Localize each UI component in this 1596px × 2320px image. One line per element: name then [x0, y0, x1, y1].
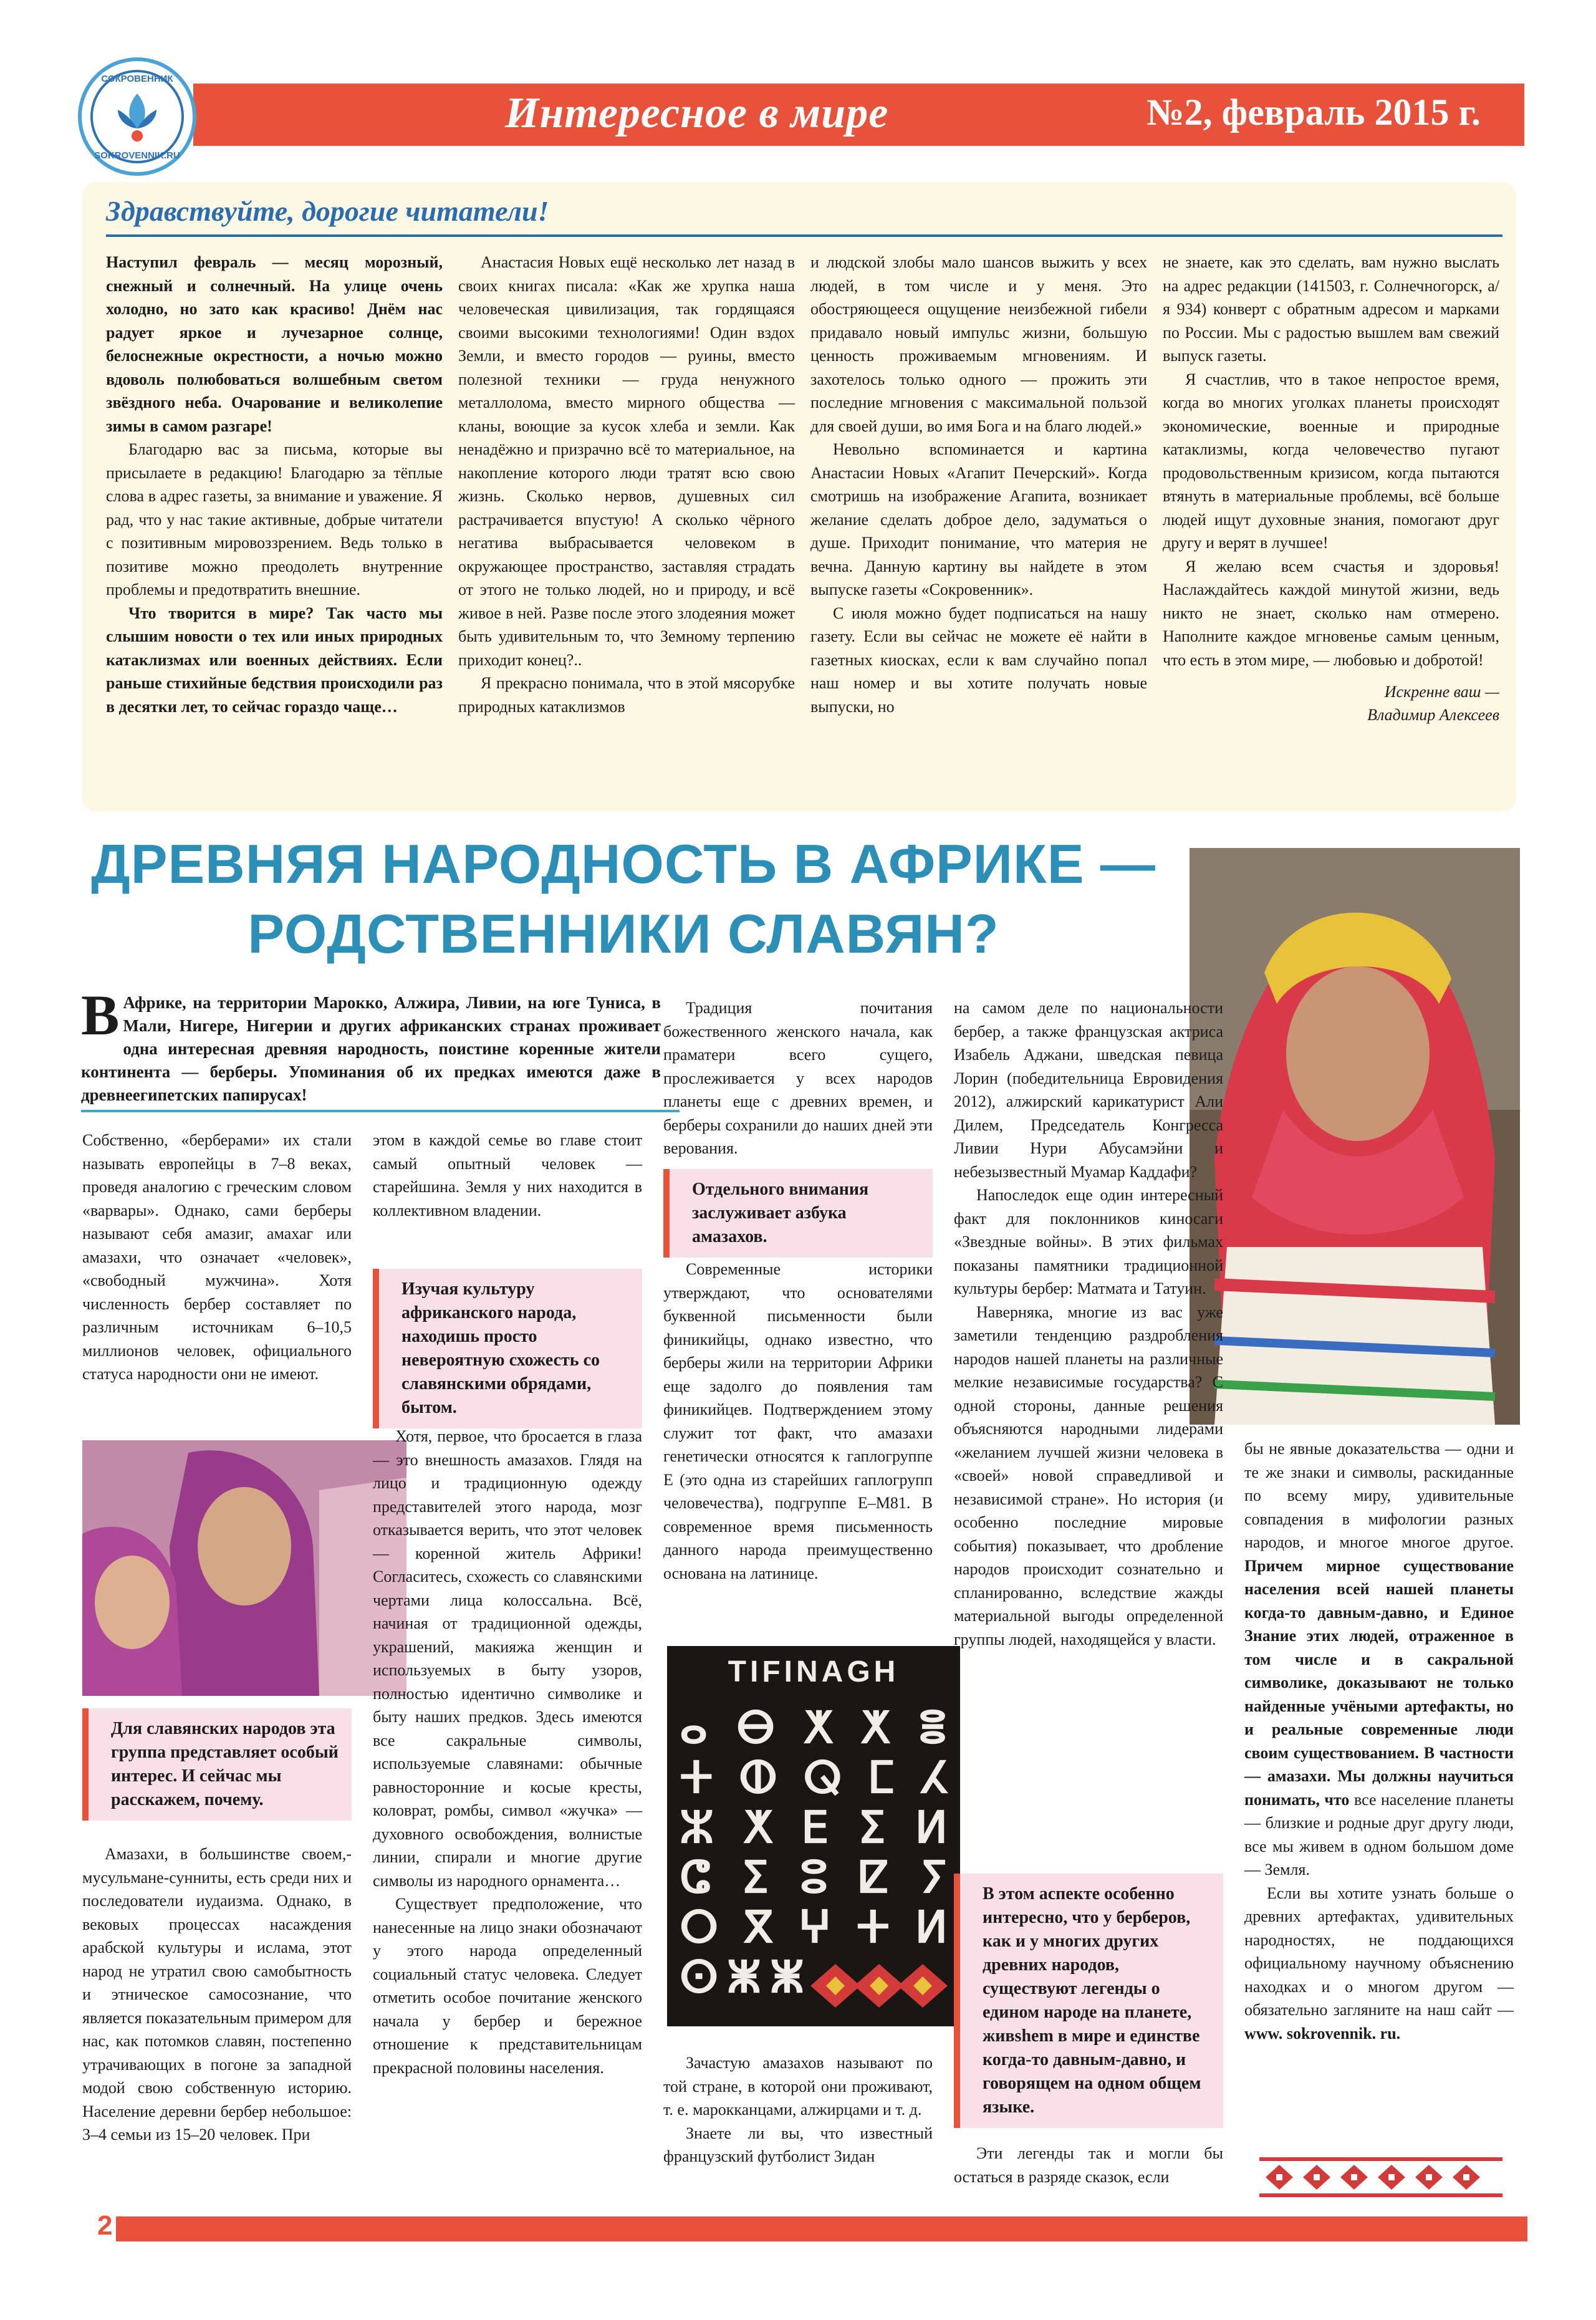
greeting-paragraph: Я прекрасно понимала, что в этой мясорубке природных катаклизмов: [458, 674, 795, 716]
greeting-paragraph: Что творится в мире? Так часто мы слышим новости о тех или иных природных катаклизмах или военных действиях. Если раньше стихийные бедствия происходили раз в десятки лет, то сейчас гораздо чаще…: [106, 604, 443, 716]
article-paragraph: Существует предположение, что нанесенные на лицо знаки обозначают у этого народа определенный социальный статус человека. Следует отметить особое почитание женского начала у бербер и бережное отношение к представительницам прекрасной половины населения.: [373, 1895, 642, 2077]
section-title: Интересное в мире: [505, 89, 889, 137]
article-column-d-bottom: [954, 2142, 1223, 2188]
article-column-c-body: [663, 1258, 933, 1585]
greeting-title: Здравствуйте, дорогие читатели!: [106, 195, 549, 227]
article-paragraph: на самом деле по национальности бербер, а также французская актриса Изабель Аджани, шведская певица Лорин (победительница Евровидения 2012), алжирский карикатурист Али Дилем, Председатель Конгресса Ливии Нури Абусамэйни и небезызвестный Муамар Каддафи?: [954, 999, 1223, 1181]
page-number-text: 2: [94, 2210, 116, 2241]
tifinagh-row: ⵣ ⵅ ⴹ ⵉ ⵍ: [680, 1803, 948, 1852]
headline-line-2: РОДСТВЕННИКИ СЛАВЯН?: [248, 903, 999, 965]
tifinagh-row: ⵙ ⵥ ⵥ: [680, 1953, 804, 2001]
headline-line-1: ДРЕВНЯЯ НАРОДНОСТЬ В АФРИКЕ —: [91, 833, 1156, 895]
greeting-paragraph: Наступил февраль — месяц морозный, снежный и солнечный. На улице очень холодно, но зато как красиво! Днём нас радует яркое и лучезарное солнце, белоснежные окрестности, а ночью можно вдоволь полюбоваться волшебным светом звёздного неба. Очарование и великолепие зимы в самом разгаре!: [106, 253, 443, 435]
article-paragraph: Напоследок еще один интересный факт для поклонников киносаги «Звездные войны». В этих фильмах показаны памятники традиционной культуры бербер: Матмата и Татуин.: [954, 1186, 1223, 1297]
article-paragraph: Знаете ли вы, что известный французский футболист Зидан: [663, 2124, 933, 2165]
greeting-signature: Владимир Алексеев: [1367, 706, 1499, 724]
website-link[interactable]: www. sokrovennik. ru.: [1244, 2024, 1401, 2043]
greeting-divider: [106, 234, 1502, 237]
rug-ornament-icon: [810, 1958, 948, 2014]
pull-quote: Отдельного внимания заслуживает азбука амазахов.: [663, 1169, 933, 1258]
greeting-paragraph: Я желаю всем счастья и здоровья! Наслаждайтесь каждой минутой жизни, ведь никто не знает, сколько нам отмерено. Наполните каждое мгновенье самым ценным, что есть в этом мире, — любовью и добротой!: [1163, 557, 1499, 669]
drop-cap: В: [81, 983, 120, 1047]
greeting-paragraph: Благодарю вас за письма, которые вы присылаете в редакцию! Благодарю за тёплые слова в адрес газеты, за внимание и уважение. Я рад, что у нас такие активные, добрые читатели с позитивным мировоззрением. Ведь только в позитиве можно преодолеть внутренние проблемы и предотвратить внешние.: [106, 440, 443, 599]
article-text: Если вы хотите узнать больше о древних артефактах, удивительных народностях, не поддающихся официальному научному объяснению находках и о многом другом — обязательно загляните на наш сайт —: [1244, 1884, 1514, 2019]
article-paragraph: Традиция почитания божественного женского начала, как праматери всего сущего, прослеживается у всех народов планеты еще с древних времен, и берберы сохранили до наших дней эти верования.: [663, 999, 933, 1157]
article-column-a-bottom: [82, 1842, 352, 2147]
article-column-e: [1244, 1437, 1514, 2045]
article-column-b: [373, 1129, 642, 1222]
greeting-column-3: [810, 251, 1147, 718]
ornament-border-icon: [1259, 2157, 1502, 2197]
greeting-column-1: [106, 251, 443, 718]
article-paragraph: Наверняка, многие из вас уже заметили тенденцию раздробления народов нашей планеты на различные мелкие независимые государства? С одной стороны, данные решения объясняются народными лидерами «желанием лучшей жизни человека в «своей» новой справедливой и независимой стране». Но история (и особенно последние мировые события) показывает, что дробление народов происходит сознательно и спланированно, вследствие жажды материальной выгоды определенной группы людей, находящейся у власти.: [954, 1302, 1223, 1649]
greeting-column-4: [1163, 251, 1499, 726]
article-bold-text: Причем мирное существование населения всей нашей планеты когда-то давным-давно, и Единое Знание этих людей, отраженное в том числе и в сакральной символике, доказывают не только найденные учёными артефакты, но и реальные современные люди своим существованием. В частности — амазахи. Мы должны научиться понимать, что: [1244, 1556, 1514, 1809]
article-lead: [81, 983, 661, 1107]
tifinagh-alphabet-image: [667, 1646, 960, 2026]
greeting-paragraph: и людской злобы мало шансов выжить у всех людей, в том числе и у меня. Это обостряющееся ощущение неизбежной гибели придавало новый импульс жизни, большую ценность проживаемым мгновениям. И захотелось только одного — прожить эти последние мгновения с максимальной пользой для своей души, во имя Бога и на благо людей.»: [810, 253, 1147, 435]
berber-elder-photo: [1190, 848, 1520, 1425]
article-paragraph: этом в каждой семье во главе стоит самый опытный человек — старейшина. Земля у них находится в коллективном владении.: [373, 1131, 642, 1220]
article-text: все население планеты — близкие и родные друг другу люди, все мы живем в одном большом доме — Земля.: [1244, 1790, 1514, 1879]
greeting-column-2: [458, 251, 795, 718]
article-paragraph: Хотя, первое, что бросается в глаза — это внешность амазахов. Глядя на лицо и традиционную одежду представителей этого народа, мозг отказывается верить, что этот человек — коренной житель Африки! Согласитесь, схожесть со славянскими чертами лица колоссальна. Всё, начиная от традиционной одежды, украшений, макияжа женщин и используемых в быту узоров, полностью идентично символике и быту наших предков. Здесь имеются все сакральные символы, используемые славянами: обычные равносторонние и косые кресты, коловрат, ромбы, символ «жучка» — духовного освобождения, волнистые линии, спирали и многие другие символы из народного орнамента…: [373, 1427, 642, 1890]
article-paragraph: Современные историки утверждают, что основателями буквенной письменности были финикийцы, однако известно, что берберы жили на территории Африки еще задолго до появления там финикийцев. Подтверждением этому служит тот факт, что амазахи генетически относятся к гаплогруппе E (это одна из старейших гаплогрупп человечества), подгруппе E–M81. В современное время письменность данного народа преимущественно основана на латинице.: [663, 1260, 933, 1582]
article-paragraph: Зачастую амазахов называют по той стране, в которой они проживают, т. е. марокканцами, алжирцами и т. д.: [663, 2054, 933, 2119]
greeting-paragraph: не знаете, как это сделать, вам нужно выслать на адрес редакции (141503, г. Солнечногорск, а/я 934) конверт с обратным адресом и марками по России. Мы с радостью вышлем вам свежий выпуск газеты.: [1163, 253, 1499, 365]
tifinagh-title: TIFINAGH: [728, 1655, 900, 1688]
article-column-d: [954, 996, 1223, 1651]
tifinagh-row: ⵜ ⵀ ⵕ ⵎ ⵃ: [680, 1753, 948, 1802]
article-column-c: [663, 996, 933, 1160]
article-paragraph: Эти легенды так и могли бы остаться в разряде сказок, если: [954, 2144, 1223, 2186]
greeting-paragraph: Я счастлив, что в такое непростое время, когда во многих уголках планеты происходят экономические, военные и природные катаклизмы, когда человечество пугают продовольственным кризисом, когда пытаются втянуть в материальные проблемы, всё больше людей ищут духовные знания, помогают друг другу и верят в лучшее!: [1163, 370, 1499, 552]
pull-quote: Изучая культуру африканского народа, находишь просто невероятную схожесть со славянскими обрядами, бытом.: [373, 1269, 642, 1428]
tifinagh-row: ⵛ ⵉ ⵓ ⵇ ⵢ: [680, 1853, 948, 1902]
article-headline: [75, 829, 1172, 969]
article-text: бы не явные доказательства — одни и те же знаки и символы, раскиданные по всему миру, удивительные совпадения в мифологии разных народов, и многое многое другое.: [1244, 1440, 1514, 1551]
greeting-paragraph: Невольно вспоминается и картина Анастасии Новых «Агапит Печерский». Когда смотришь на изображение Агапита, возникает желание сделать доброе дело, задуматься о душе. Приходит понимание, что материя не вечна. Данную картину вы найдете в этом выпуске газеты «Сокровенник».: [810, 440, 1147, 599]
sokrovennik-logo-icon: [78, 57, 196, 176]
logo-text-top: СОКРОВЕННИК: [101, 74, 173, 84]
greeting-paragraph: С июля можно будет подписаться на нашу газету. Если вы сейчас не можете её найти в газетных киосках, если к вам случайно попал наш номер и вы хотите получать новые выпуски, но: [810, 604, 1147, 716]
logo-text-bottom: SOKROVENNIK.RU: [94, 150, 180, 161]
tifinagh-row: ⵔ ⴳ ⵖ ⵜ ⵍ: [680, 1903, 948, 1952]
pull-quote: В этом аспекте особенно интересно, что у берберов, как и у многих других древних народов, существуют легенды о едином народе на планете, живshem в мире и единстве когда-то давным-давно, и говорящем на одном общем языке.: [954, 1874, 1223, 2128]
header-bar: [193, 84, 1524, 146]
page-number: [94, 2210, 143, 2248]
lead-divider: [81, 1110, 680, 1112]
tifinagh-row: ⴰ ⴱ ⵅ ⵅ ⴻ: [680, 1703, 948, 1752]
pull-quote: Для славянских народов эта группа представляет особый интерес. И сейчас мы расскажем, почему.: [82, 1708, 352, 1821]
issue-label: №2, февраль 2015 г.: [1147, 92, 1481, 133]
lead-text: Африке, на территории Марокко, Алжира, Ливии, на юге Туниса, в Мали, Нигере, Нигерии и других африканских странах проживает одна интересная древняя народность, поистине коренные жители континента — берберы. Упоминания об их предках имеются даже в древнеегипетских папирусах!: [81, 993, 661, 1104]
footer-bar: [106, 2217, 1527, 2241]
chevron-right-icon: [116, 2215, 131, 2240]
greeting-signoff: Искренне ваш —: [1384, 683, 1499, 701]
article-column-c-bottom: [663, 2051, 933, 2168]
article-column-b-body: [373, 1425, 642, 2079]
article-column-a: [82, 1129, 352, 1386]
berber-women-photo: [82, 1440, 406, 1696]
article-paragraph: Собственно, «берберами» их стали называть европейцы в 7–8 веках, проведя аналогию с греческим словом «варвары». Однако, сами берберы называют себя амазиг, амахаг или амазахи, что означает «человек», «свободный мужчина». Хотя численность бербер составляет по различным источникам 6–10,5 миллионов человек, официального статуса народности они не имеют.: [82, 1131, 352, 1383]
greeting-paragraph: Анастасия Новых ещё несколько лет назад в своих книгах писала: «Как же хрупка наша человеческая цивилизация, так гордящаяся своими высокими технологиями! Один вздох Земли, и вместо городов — руины, вместо полезной техники — груда ненужного металлолома, вместо мирного общества — кланы, воющие за кусок хлеба и земли. Как ненадёжно и призрачно всё то материальное, на накопление которого люди тратят всю свою жизнь. Сколько нервов, душевных сил растрачивается впустую! А сколько чёрного негатива выбрасывается человеком в окружающее пространство, заставляя страдать от этого не только людей, но и природу, и всё живое в ней. Разве после этого злодеяния может быть удивительным то, что Земному терпению приходит конец?..: [458, 253, 795, 669]
article-paragraph: Амазахи, в большинстве своем,- мусульмане-сунниты, есть среди них и последователи иудаизма. Однако, в вековых процессах насаждения арабской культуры и ислама, этот народ не утратил свою самобытность и этническое самосознание, что является показательным примером для нас, как потомков славян, постепенно утрачивающих в погоне за западной модой свою собственную историю. Население деревни бербер небольшое: 3–4 семьи из 15–20 человек. При: [82, 1845, 352, 2144]
